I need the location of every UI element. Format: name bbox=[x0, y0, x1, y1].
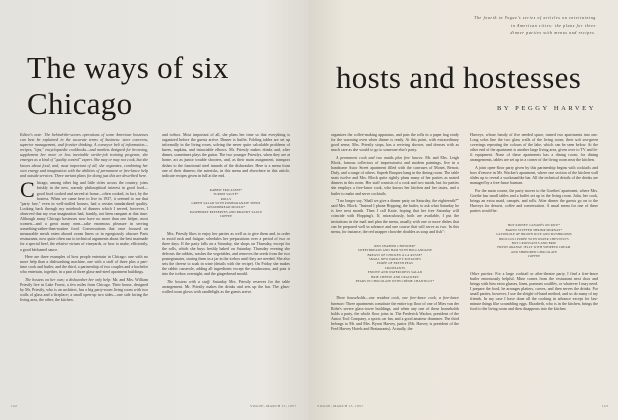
paragraph: For the main course, the party moves to the Goethes' apartment, where Mrs. Goethe has small tables and a buffet set up in the living room. Julia, her cook, brings an extra maid, canapés, and rolls. After dinner the guests go on to the Harveys for dessert, coffee and conversation. A usual menu for one of these parties would be: bbox=[470, 187, 598, 214]
paragraph bbox=[331, 295, 459, 331]
menu-item: SWEETBREADS AND HAM WITH HOLLANDAISE bbox=[357, 248, 433, 253]
paragraph-text: Saturday Mrs. Priestly reserves for the table arrangement. Mr. Priestly makes the drinks and sets up the bar. The glass-walled room glows with candlelight as the guests arrive. bbox=[162, 279, 290, 295]
paragraph: Here are three examples of how people entertain in Chicago: one with no more help than a dishwashing machine, one with a staff of three plus a part-time cook and butler, and the third, a partnership of two couples and a bachelor who entertain, together, in a pair of three glass-and-steel apartment buildings. bbox=[20, 254, 148, 275]
menu-item: PURÉE OF FRESH PEAS bbox=[376, 261, 414, 266]
menu-item: AND SHREDDED CHOCOLATE bbox=[510, 249, 558, 254]
menu-block bbox=[331, 244, 459, 284]
opening-paragraph bbox=[20, 177, 148, 252]
paragraph: A joint open-floor party given by this partnership begins with cocktails and hors d'oeuvre in Mr. Wacker's apartment, where one section of the kitchen wall slides up to reveal a workmanlike bar. All the technical details of the drinks are managed by a free-lance barman. bbox=[470, 165, 598, 186]
headline-left: The ways of six Chicago bbox=[27, 50, 229, 121]
menu-item: BREAST OF CHICKEN À LA RUSSE* bbox=[367, 252, 423, 257]
kicker-line: in American cities: the plans for three bbox=[511, 23, 596, 28]
page-number-left: 122 bbox=[11, 404, 18, 408]
drop-cap: C bbox=[20, 177, 35, 203]
menu-item: SMALL NEW PARSLEY POTATOES bbox=[369, 257, 421, 261]
left-column-2 bbox=[162, 132, 290, 394]
menu-item: GREEN SALAD WITH POMEGRANATE SEEDS bbox=[191, 201, 261, 206]
menu-item: COFFEE bbox=[527, 254, 541, 259]
menu-item: GINGERBREAD MOULD* bbox=[206, 205, 246, 210]
menu-item: BAKED STUFFED SHRIMP MORNAY* bbox=[505, 227, 563, 232]
section-lead: Other parties: bbox=[470, 270, 494, 276]
kicker-line: The fourth in Vogue's series of articles on entertaining bbox=[474, 16, 596, 20]
paragraph: Mrs. Priestly likes to enjoy her parties as well as to give them and, in order to avoid rush and fatigue, schedules her preparations over a period of two or three days. If the party falls on a Saturday, she shops on Thursday, except for the rolls, which she buys freshly baked on Saturday. Thursday evening she defrosts the rabbits, washes the vegetables, and removes the seeds from the two pomegranates, storing them in a jar in the icebox until they are needed. She also sets the cheese to soak in wine (details with the recipe). On Friday she makes the rabbit casserole, adding all ingredients except the mushrooms, and puts it into the icebox overnight, and the gingerbread mould. bbox=[162, 230, 290, 277]
editors-note: Editor's note: The behind-the-scenes operations of some American hostesses can best be explained in the accurate terms of business: store concerns, superior management, and frontier thinking. A conveyor belt of information—recipes, "tips," encyclopaedic cookbooks—and markets designed for browsing, supplement her more or less inevitable on-the-job training program; she emerges as a kind of "quality control" expert. She may or may not cook, but she knows about food, and, most important of all, she organizes, combining her own energy and imagination with the abilities of permanent or free-lance help and outside services. Three variant plans for doing just this are described here. bbox=[20, 132, 148, 178]
menu-item: PEARS IN CHOCOLATE WITH CRÈME CHANTILLY* bbox=[355, 279, 435, 284]
left-column-1 bbox=[20, 132, 148, 394]
section-lead: A permanent cook and two maids plus free lances: bbox=[336, 154, 424, 160]
kicker-line: dinner parties with menus and recipes. bbox=[510, 31, 596, 35]
paragraph-text: hicago, among other big and little cities across the country, joins briskly in the new, warmly philosophical interest in good food—good food cooked and served at home—often cooked, in fact, by the hostess. When we came here to live in 1937, it seemed to me that "party fare," even in well-staffed houses, had a certain standardized quality. Looking back through my notebook of dinners which I served, however, I observed that my own imagination had, frankly, not been rampant at that time. Although many Chicago hostesses now have no more than one helper, most women—and a great many men—take enormous pleasure in serving something-rather-than-routine food. Conversations that once focused on measurable meals eaten aboard ocean liners or in egregiously obscure Paris restaurants, now quite often run to technical arguments about the best marinade for a special beef, the relative virtues of vineyards, or how to make, efficiently, a good béchamel sauce. bbox=[20, 180, 148, 252]
menu-item: ENDIVE AND WATERCRESS SALAD bbox=[367, 270, 423, 275]
paragraph bbox=[470, 271, 598, 312]
series-kicker bbox=[474, 15, 596, 38]
menu-item: BRIE CHEESE AND CRACKERS bbox=[371, 274, 419, 279]
paragraph bbox=[20, 277, 148, 302]
page-number-right: 123 bbox=[601, 404, 608, 408]
menu-item: CASSEROLE OF BROWN RICE AND MUSHROOMS bbox=[496, 232, 572, 237]
menu-item: FRESH ORANGE JELLY WITH WHIPPED CREAM bbox=[497, 245, 571, 250]
menu-item: ROLLS bbox=[220, 196, 232, 201]
menu-item: BROCCOLI PURÉE WITH WATER CHESTNUTS bbox=[499, 236, 569, 241]
running-footer-left: VOGUE, MARCH 15, 1957 bbox=[250, 404, 297, 408]
paragraph: organizes the coffee-making apparatus, and puts the rolls in a paper bag ready for the warming oven when dinner is ready. At this point, with extraordinary good sense, Mrs. Priestly stops, has a reviving shower, and dresses with as much care as she would to go to someone else's party. bbox=[331, 132, 459, 153]
menu-harvey bbox=[470, 223, 598, 258]
menu-priestly bbox=[162, 188, 290, 219]
paragraph: and icebox. Most important of all, she plans her time so that everything is organized before the guests arrive. Dinner is buffet. Folding tables are set up informally in the living room, solving the never quite calculable problems of knees, napkins, and intractable elbows. Mr. Priestly makes drinks and, after dinner, sometimes plays the guitar. The two younger Priestlys, when they are at home, act as junior trouble shooters, and, as their main assignment, transport dishes to the functional steel innards of the dishwasher. Here is a menu from one of their dinners; the asterisks, in this menu and elsewhere in this article, indicate recipes given in full at the end. bbox=[162, 132, 290, 178]
menu-item: RED SNAPPER CHOWDER* bbox=[374, 243, 416, 248]
menu-item: RASPBERRY PRESERVES AND BRANDY SAUCE bbox=[189, 209, 263, 214]
paragraph-text: For a large cocktail or after-theatre party, I find a free-lance butler enormously helpful. Mine comes from the restaurant next door and brings with him extra glasses, linen, pommes soufflés, or whatever I may need. I prepare the food, he arranges platters, carves, and then serves the drinks. For small parties, however, I use the sleight-of-hand method, and so do many of my friends. In my case I have done all the cooking in advance except for last-minute things like scrambling eggs. Elizabeth, who is in the kitchen, brings the food to the living room and then disappears into the kitchen. bbox=[470, 270, 598, 312]
paragraph bbox=[162, 279, 290, 294]
running-footer-right: VOGUE, MARCH 15, 1957 bbox=[317, 404, 364, 408]
menu-item: COFFEE bbox=[219, 214, 233, 219]
section-lead: The hostess on her own; a dishwasher her only help: bbox=[25, 277, 112, 283]
menu-item: RABBIT FRICASSEE* bbox=[209, 187, 243, 192]
section-lead: Three households—one resident cook, one free-lance cook, a free-lance barman: bbox=[331, 295, 459, 306]
section-lead: The hostess with a staff: bbox=[167, 279, 211, 285]
paragraph: "I no longer say, 'Shall we give a dinner party on Saturday, the eighteenth?'" said Mrs. Block. "Instead I phone Hopping, the butler, to ask what Saturday he is free next month. Then I call Katie, hoping that her free Saturday will coincide with Hopping's. If, miraculously, both are available, I put the invitations in the mail and plan the menu, usually with one or more dishes that can be prepared well in advance and one course that will serve as two. In this menu, for instance, the red snapper chowder doubles as soup and fish": bbox=[331, 198, 459, 234]
paragraph-text: Mr. and Mrs. Leigh Block, famous collectors of impressionist and modern paintings, live in a handsome Astor Street apartment filled with the canvases of Monet, Renoir, Dufy, and a range of others. Superb Braques hang in the dining room. The table seats twelve and Mrs. Block quite rightly plans many of her parties as seated dinners in this room. Her staff consists of a cook and two maids, but for parties she employs a free-lance cook, who knows her kitchen and her tastes, and a butler to make and serve cocktails. bbox=[331, 154, 459, 196]
paragraph-text: Three apartments constitute the entire top floor of one of Mies van der Rohe's severe glass-tower buildings, and when any one of these households holds a party, the whole floor joins in. The Frederick Wacker, president of the Ansco Tool Company, a sports car fan, and a good amateur drummer. The third belongs to Mr. and Mrs. Byron Harvey, junior (Mr. Harvey is president of the Fred Harvey Hotels and Restaurants). Actually, the bbox=[331, 300, 459, 331]
menu-item: CROISSANTS bbox=[384, 265, 406, 270]
paragraph bbox=[331, 155, 459, 196]
right-page bbox=[309, 0, 618, 420]
paragraph-text: Mr. and Mrs. William Priestly live in Lake Forest, a few miles from Chicago. Their house, designed by Mr. Priestly, who is an architect, has a big party-room living room with two walls of glass and a fireplace; a small open-up two sides—one side facing the living area, the other, the kitchen. bbox=[20, 277, 148, 303]
menu-item: HOT CROISSANTS AND BRIE bbox=[511, 241, 557, 246]
menu-item: HOT KIDNEY CANAPÉS ON RICE* bbox=[507, 223, 561, 228]
menu-item: TURNIP SAUTÉ* bbox=[213, 192, 239, 197]
right-column-2 bbox=[470, 132, 598, 394]
byline: BY PEGGY HARVEY bbox=[496, 105, 596, 112]
paragraph: Harveys, whose family of five needed space, turned two apartments into one. Long sofas line the two glass walls of the living room; their soft sea-green coverings repeating the colours of the lake, which can be seen below. At the other end of the apartment is another large living area, given over to TV and hi-fi equipment. None of these apartments has a dining room; for dining arrangements, tables are set up in a corner of the living room near the kitchen. bbox=[470, 132, 598, 163]
right-column-1 bbox=[331, 132, 459, 394]
headline-right: hosts and hostesses bbox=[336, 60, 582, 95]
